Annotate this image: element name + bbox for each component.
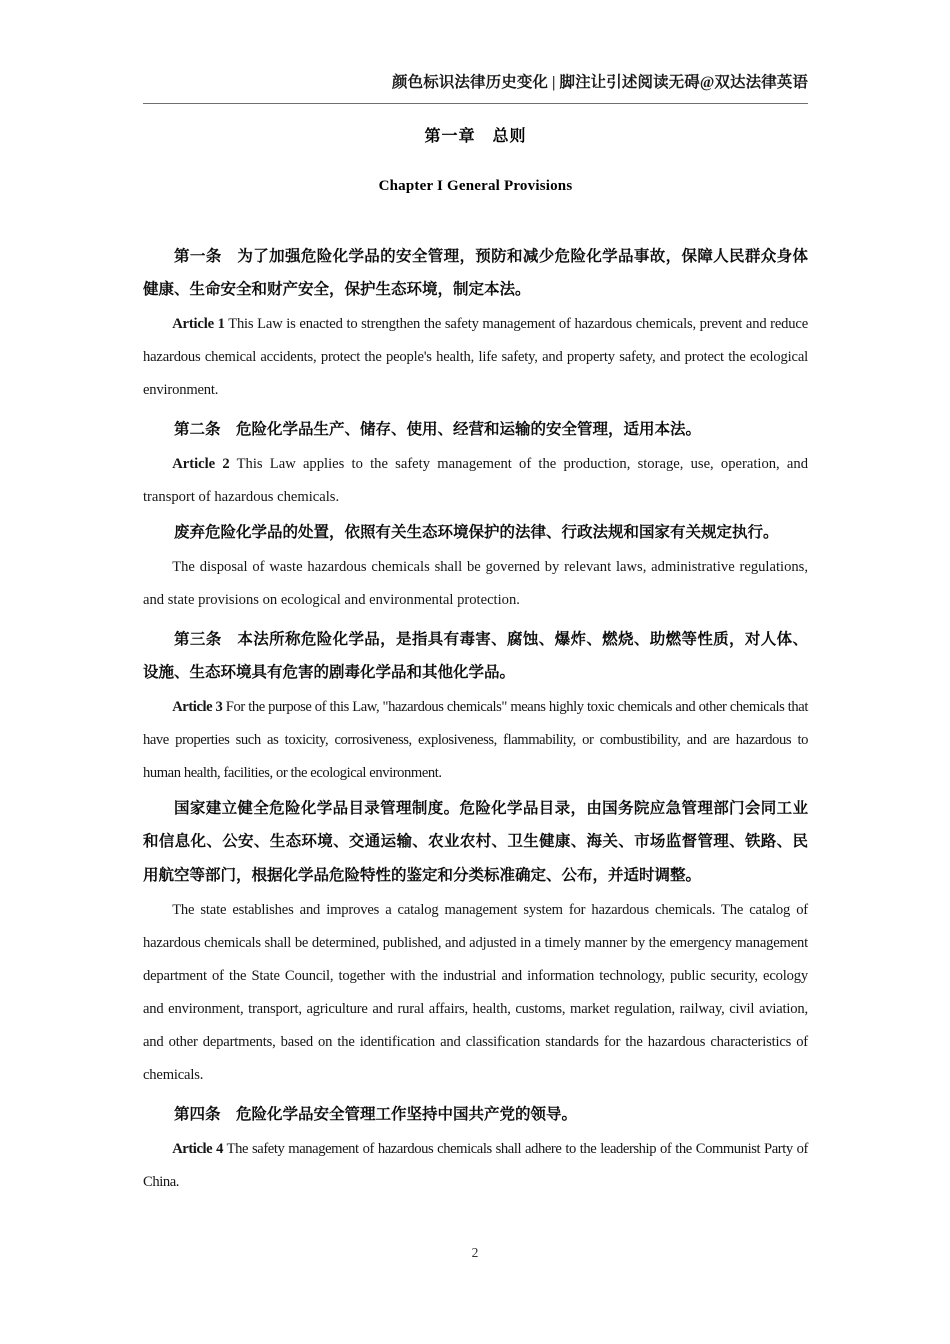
- page-footer: [0, 1244, 950, 1262]
- article-4-english: [143, 1133, 808, 1199]
- article-4-english-body: The safety management of hazardous chemicals shall adhere to the leadership of the Communist Party of China.: [143, 1140, 808, 1190]
- article-3-english-paragraph-2: The state establishes and improves a catalog management system for hazardous chemicals. The catalog of hazardous chemicals shall be determined, published, and adjusted in a timely manner by the emergency management department of the State Council, together with the industrial and information technology, public security, ecology and environment, transport, agriculture and rural affairs, health, customs, market regulation, railway, civil aviation, and other departments, based on the identification and classification standards for the hazardous characteristics of chemicals.: [143, 901, 808, 1083]
- article-1-english-label: Article 1: [172, 315, 225, 332]
- article-2-chinese-body: 危险化学品生产、储存、使用、经营和运输的安全管理，适用本法。: [220, 420, 702, 438]
- running-header-text: 颜色标识法律历史变化 | 脚注让引述阅读无碍@双达法律英语: [392, 74, 808, 91]
- article-1-english: [143, 308, 808, 407]
- article-3-english-label: Article 3: [172, 699, 223, 716]
- article-1-chinese-body: 为了加强危险化学品的安全管理，预防和减少危险化学品事故，保障人民群众身体健康、生命安全和财产安全，保护生态环境，制定本法。: [143, 247, 808, 298]
- article-2-english-label: Article 2: [172, 455, 230, 472]
- article-4-english-label: Article 4: [172, 1140, 223, 1157]
- header-divider-rule: [143, 103, 808, 104]
- article-3-english-body: For the purpose of this Law, "hazardous chemicals" means highly toxic chemicals and other chemicals that have properties such as toxicity, corrosiveness, explosiveness, flammability, or combustibility, and are hazardous to human health, facilities, or the ecological environment.: [143, 699, 808, 782]
- article-1-english-body: This Law is enacted to strengthen the safety management of hazardous chemicals, prevent and reduce hazardous chemical accidents, protect the people's health, life safety, and property safety, and protect the ecological environment.: [143, 315, 808, 398]
- article-2-english-paragraph-2: The disposal of waste hazardous chemicals shall be governed by relevant laws, administrative regulations, and state provisions on ecological and environmental protection.: [143, 559, 808, 609]
- article-3-chinese: [143, 623, 808, 689]
- article-1-chinese: [143, 240, 808, 306]
- article-2-english-body: This Law applies to the safety management of the production, storage, use, operation, and transport of hazardous chemicals.: [143, 455, 808, 505]
- chapter-title-chinese: 第一章 总则: [424, 128, 527, 145]
- chapter-title-english: Chapter I General Provisions: [378, 177, 573, 194]
- article-4-chinese-body: 危险化学品安全管理工作坚持中国共产党的领导。: [220, 1105, 578, 1123]
- article-2-chinese: [143, 413, 808, 446]
- article-4-chinese-label: 第四条: [174, 1105, 221, 1123]
- running-header: [143, 66, 808, 92]
- article-2-chinese-paragraph-2: 废弃危险化学品的处置，依照有关生态环境保护的法律、行政法规和国家有关规定执行。: [174, 523, 779, 541]
- article-3-chinese-label: 第三条: [174, 631, 222, 648]
- article-3-english: [143, 691, 808, 790]
- article-4-chinese: [143, 1098, 808, 1131]
- document-body: [143, 124, 808, 1201]
- article-3-chinese-body: 本法所称危险化学品，是指具有毒害、腐蚀、爆炸、燃烧、助燃等性质，对人体、设施、生态环境具有危害的剧毒化学品和其他化学品。: [143, 631, 808, 682]
- article-2-english: [143, 448, 808, 514]
- page-number: 2: [471, 1245, 479, 1260]
- article-3-chinese-paragraph-2: 国家建立健全危险化学品目录管理制度。危险化学品目录，由国务院应急管理部门会同工业和信息化、公安、生态环境、交通运输、农业农村、卫生健康、海关、市场监督管理、铁路、民用航空等部门，根据化学品危险特性的鉴定和分类标准确定、公布，并适时调整。: [143, 800, 808, 884]
- article-2-chinese-label: 第二条: [174, 420, 221, 438]
- article-1-chinese-label: 第一条: [174, 247, 222, 265]
